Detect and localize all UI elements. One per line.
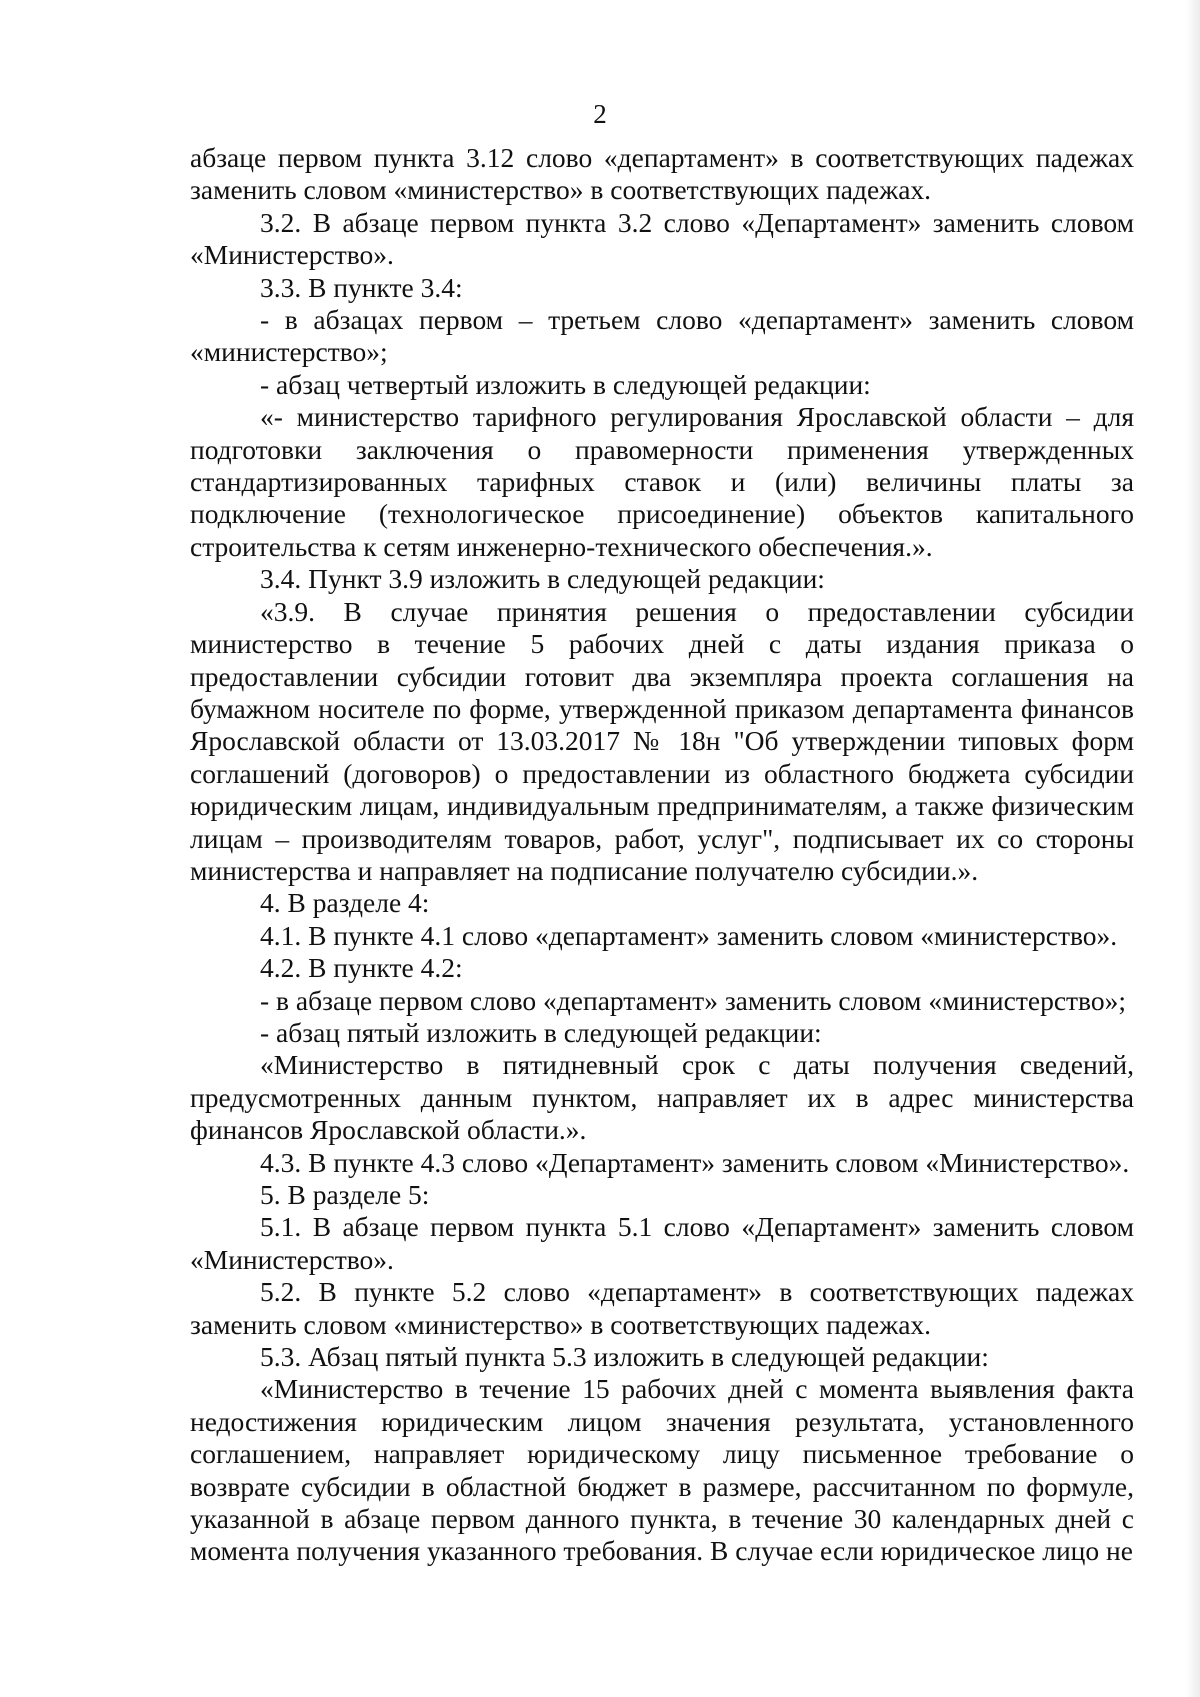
paragraph: «3.9. В случае принятия решения о предоставлении субсидии министерство в течение 5 рабочих дней с даты издания приказа о предоставлении субсидии готовит два экземпляра проекта соглашения на бумажном носителе по форме, утвержденной приказом департамента финансов Ярославской области от 13.03.2017 № 18н "Об утверждении типовых форм соглашений (договоров) о предоставлении из областного бюджета субсидии юридическим лицам, индивидуальным предпринимателям, а также физическим лицам – производителям товаров, работ, услуг", подписывает их со стороны министерства и направляет на подписание получателю субсидии.». (190, 595, 1134, 886)
scan-edge-shadow (1186, 0, 1200, 1697)
paragraph: 5.2. В пункте 5.2 слово «департамент» в соответствующих падежах заменить словом «министерство» в соответствующих падежах. (190, 1276, 1134, 1340)
paragraph: - абзац пятый изложить в следующей редакции: (260, 1016, 822, 1048)
page-number: 2 (593, 99, 607, 129)
paragraph: 3.2. В абзаце первом пункта 3.2 слово «Департамент» заменить словом «Министерство». (190, 206, 1134, 271)
paragraph: 5.1. В абзаце первом пункта 5.1 слово «Департамент» заменить словом «Министерство». (190, 1211, 1134, 1275)
paragraph: 5.3. Абзац пятый пункта 5.3 изложить в следующей редакции: (260, 1341, 989, 1373)
paragraph: - в абзаце первом слово «департамент» заменить словом «министерство»; (260, 984, 1126, 1016)
paragraph: - абзац четвертый изложить в следующей редакции: (260, 368, 871, 400)
paragraph: «Министерство в пятидневный срок с даты получения сведений, предусмотренных данным пунктом, направляет их в адрес министерства финансов Ярославской области.». (190, 1049, 1134, 1146)
paragraph: «Министерство в течение 15 рабочих дней с момента выявления факта недостижения юридическим лицом значения результата, установленного соглашением, направляет юридическому лицу письменное требование о возврате субсидии в областной бюджет в размере, рассчитанном по формуле, указанной в абзаце первом данного пункта, в течение 30 календарных дней с момента получения указанного требования. В случае если юридическое лицо не (190, 1373, 1134, 1567)
paragraph: - в абзацах первом – третьем слово «департамент» заменить словом «министерство»; (190, 304, 1134, 368)
document-body (190, 142, 1134, 1568)
paragraph: 4.2. В пункте 4.2: (260, 952, 463, 984)
paragraph: 3.4. Пункт 3.9 изложить в следующей редакции: (260, 563, 825, 595)
paragraph: 4. В разделе 4: (260, 887, 430, 919)
paragraph: 3.3. В пункте 3.4: (260, 271, 463, 303)
paragraph: абзаце первом пункта 3.12 слово «департамент» в соответствующих падежах заменить словом «министерство» в соответствующих падежах. (190, 142, 1134, 206)
paragraph: 5. В разделе 5: (260, 1179, 430, 1210)
paragraph: «- министерство тарифного регулирования Ярославской области – для подготовки заключения о правомерности применения утвержденных стандартизированных тарифных ставок и (или) величины платы за подключение (технологическое присоединение) объектов капитального строительства к сетям инженерно-технического обеспечения.». (190, 401, 1134, 562)
paragraph: 4.3. В пункте 4.3 слово «Департамент» заменить словом «Министерство». (260, 1146, 1130, 1178)
paragraph: 4.1. В пункте 4.1 слово «департамент» заменить словом «министерство». (260, 919, 1118, 951)
